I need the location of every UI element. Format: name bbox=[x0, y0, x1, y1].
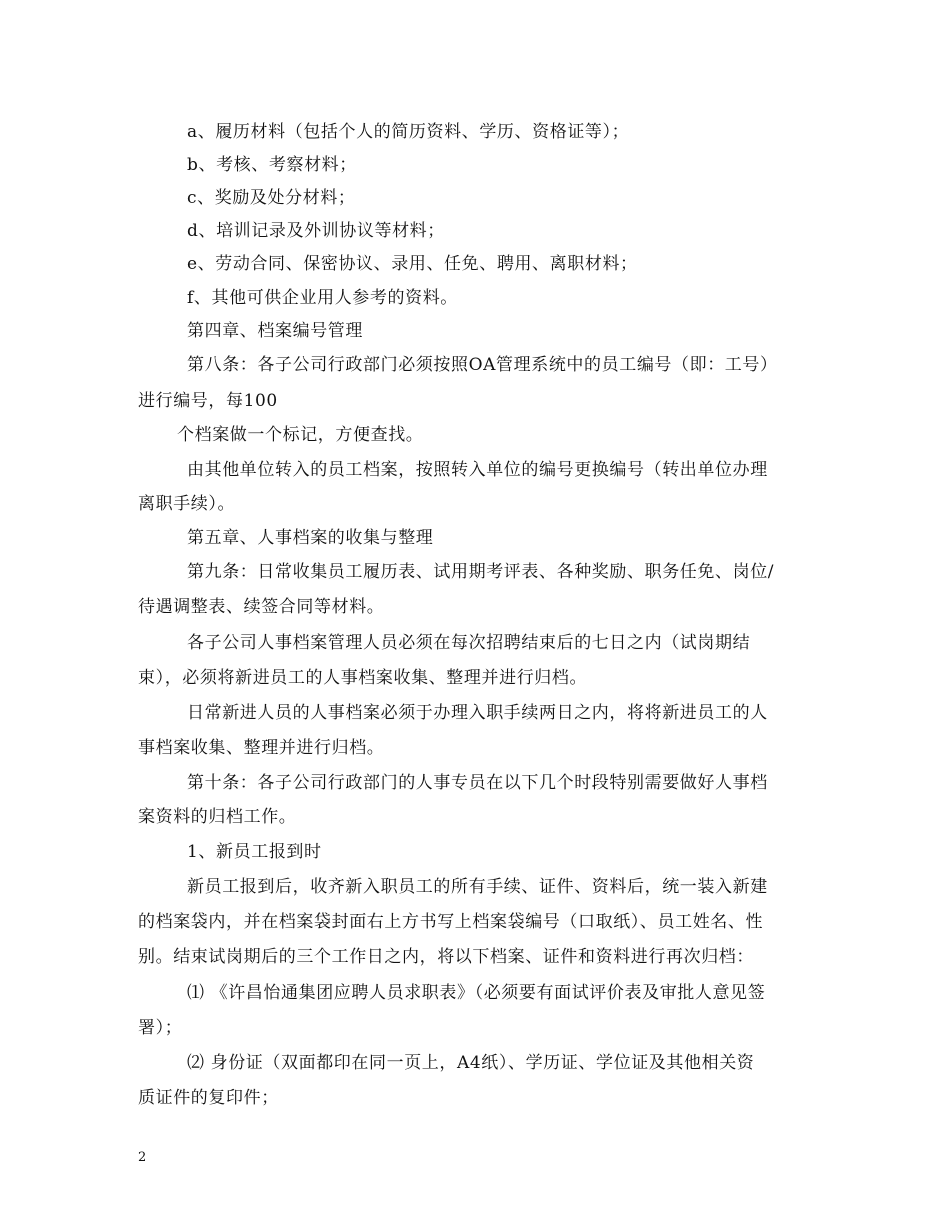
text-line: 各子公司人事档案管理人员必须在每次招聘结束后的七日之内（试岗期结 bbox=[187, 633, 751, 653]
text-line: 束），必须将新进员工的人事档案收集、整理并进行归档。 bbox=[138, 668, 588, 688]
chapter-heading: 第四章、档案编号管理 bbox=[187, 321, 363, 341]
text-line: 日常新进人员的人事档案必须于办理入职手续两日之内，将将新进员工的人 bbox=[187, 703, 768, 723]
text-line: 待遇调整表、续签合同等材料。 bbox=[138, 597, 385, 617]
text-line: 第八条：各子公司行政部门必须按照OA管理系统中的员工编号（即：工号） bbox=[187, 355, 778, 375]
text-line: 别。结束试岗期后的三个工作日之内，将以下档案、证件和资料进行再次归档： bbox=[138, 947, 754, 967]
text-line: 案资料的归档工作。 bbox=[138, 807, 297, 827]
text-line: 质证件的复印件； bbox=[138, 1088, 279, 1108]
text-line: b、考核、考察材料； bbox=[187, 155, 357, 175]
text-line: 第十条：各子公司行政部门的人事专员在以下几个时段特别需要做好人事档 bbox=[187, 773, 768, 793]
text-line: 离职手续）。 bbox=[138, 494, 236, 514]
text-line: ⑵ 身份证（双面都印在同一页上，A4纸）、学历证、学位证及其他相关资 bbox=[187, 1053, 755, 1073]
text-line: 由其他单位转入的员工档案，按照转入单位的编号更换编号（转出单位办理 bbox=[187, 460, 768, 480]
text-line: 的档案袋内，并在档案袋封面右上方书写上档案袋编号（口取纸）、员工姓名、性 bbox=[138, 912, 764, 932]
text-line: a、履历材料（包括个人的简历资料、学历、资格证等）； bbox=[187, 122, 630, 142]
text-line: e、劳动合同、保密协议、录用、任免、聘用、离职材料； bbox=[187, 254, 638, 274]
text-line: d、培训记录及外训协议等材料； bbox=[187, 221, 445, 241]
text-line: 署）； bbox=[138, 1018, 183, 1038]
text-line: 个档案做一个标记，方便查找。 bbox=[177, 425, 424, 445]
chapter-heading: 第五章、人事档案的收集与整理 bbox=[187, 528, 434, 548]
text-line: c、奖励及处分材料； bbox=[187, 188, 356, 208]
text-line: ⑴ 《许昌怡通集团应聘人员求职表》（必须要有面试评价表及审批人意见签 bbox=[187, 983, 766, 1003]
section-heading: 1、新员工报到时 bbox=[187, 842, 322, 862]
page-number: 2 bbox=[138, 1150, 147, 1165]
text-line: f、其他可供企业用人参考的资料。 bbox=[187, 288, 458, 308]
text-line: 事档案收集、整理并进行归档。 bbox=[138, 738, 385, 758]
text-line: 第九条：日常收集员工履历表、试用期考评表、各种奖励、职务任免、岗位/ bbox=[187, 562, 775, 582]
text-line: 新员工报到后，收齐新入职员工的所有手续、证件、资料后，统一装入新建 bbox=[187, 877, 768, 897]
text-line: 进行编号，每100 bbox=[138, 391, 278, 411]
